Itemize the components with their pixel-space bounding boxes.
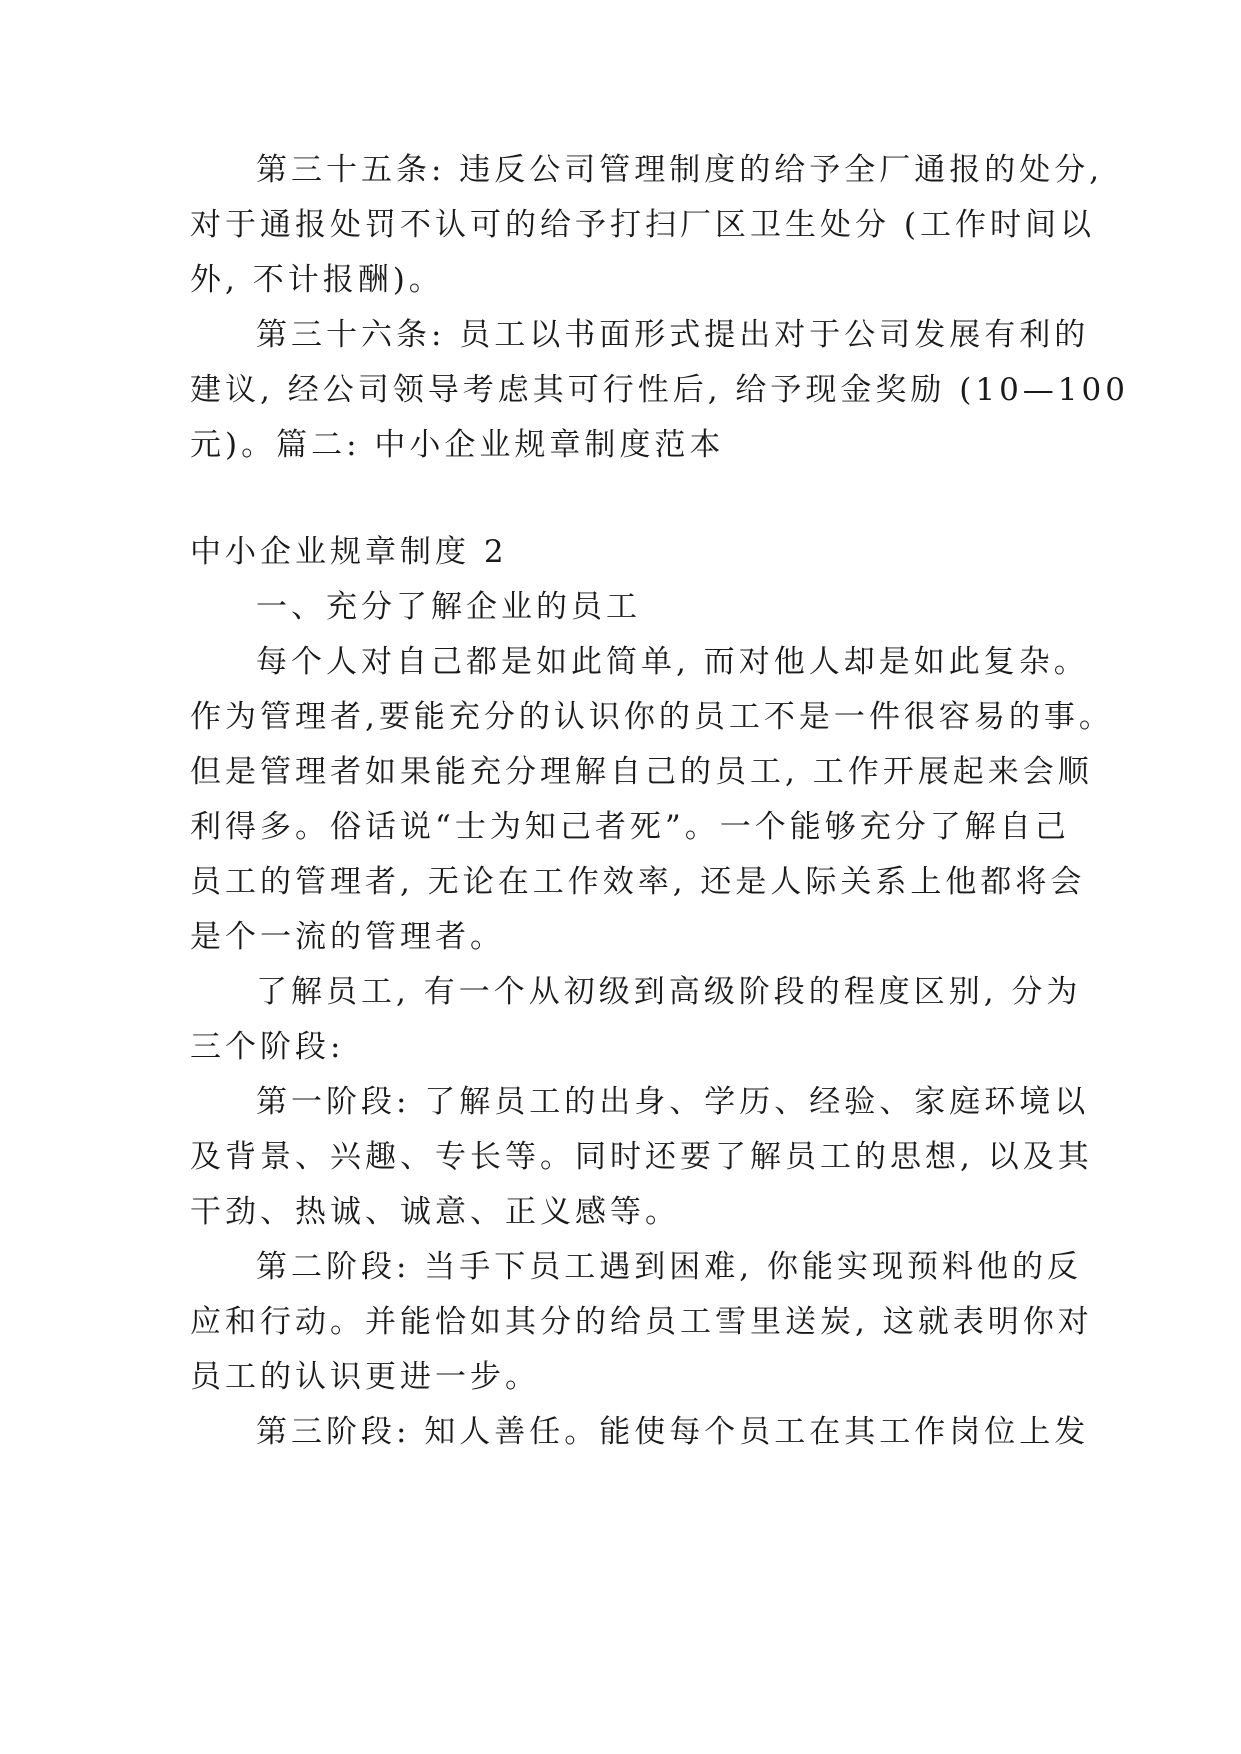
section-heading: 中小企业规章制度 2 — [190, 534, 508, 570]
text-line: 第一阶段: 了解员工的出身、学历、经验、家庭环境以 — [256, 1084, 1090, 1120]
text-line: 外, 不计报酬)。 — [190, 262, 444, 298]
text-line: 元)。篇二: 中小企业规章制度范本 — [190, 427, 725, 463]
text-line: 第二阶段: 当手下员工遇到困难, 你能实现预料他的反 — [256, 1249, 1083, 1285]
text-line: 但是管理者如果能充分理解自己的员工, 工作开展起来会顺 — [190, 754, 1093, 790]
text-line: 对于通报处罚不认可的给予打扫厂区卫生处分 (工作时间以 — [190, 207, 1095, 243]
text-line: 应和行动。并能恰如其分的给员工雪里送炭, 这就表明你对 — [190, 1304, 1093, 1340]
text-line: 员工的管理者, 无论在工作效率, 还是人际关系上他都将会 — [190, 864, 1086, 900]
text-line: 作为管理者,要能充分的认识你的员工不是一件很容易的事。 — [190, 699, 1114, 735]
text-line: 了解员工, 有一个从初级到高级阶段的程度区别, 分为 — [256, 974, 1082, 1010]
text-line: 利得多。俗话说“士为知己者死”。一个能够充分了解自己 — [190, 809, 1070, 845]
text-line: 员工的认识更进一步。 — [190, 1359, 540, 1395]
text-line: 第三十六条: 员工以书面形式提出对于公司发展有利的 — [256, 317, 1090, 353]
subsection-heading: 一、充分了解企业的员工 — [256, 589, 641, 625]
text-line: 干劲、热诚、诚意、正义感等。 — [190, 1194, 680, 1230]
text-line: 建议, 经公司领导考虑其可行性后, 给予现金奖励 (10—100 — [190, 372, 1129, 408]
text-line: 第三阶段: 知人善任。能使每个员工在其工作岗位上发 — [256, 1414, 1090, 1450]
text-line: 及背景、兴趣、专长等。同时还要了解员工的思想, 以及其 — [190, 1139, 1093, 1175]
text-line: 三个阶段: — [190, 1029, 345, 1065]
text-line: 是个一流的管理者。 — [190, 919, 505, 955]
text-line: 每个人对自己都是如此简单, 而对他人却是如此复杂。 — [256, 644, 1089, 680]
text-line: 第三十五条: 违反公司管理制度的给予全厂通报的处分, — [256, 152, 1104, 188]
